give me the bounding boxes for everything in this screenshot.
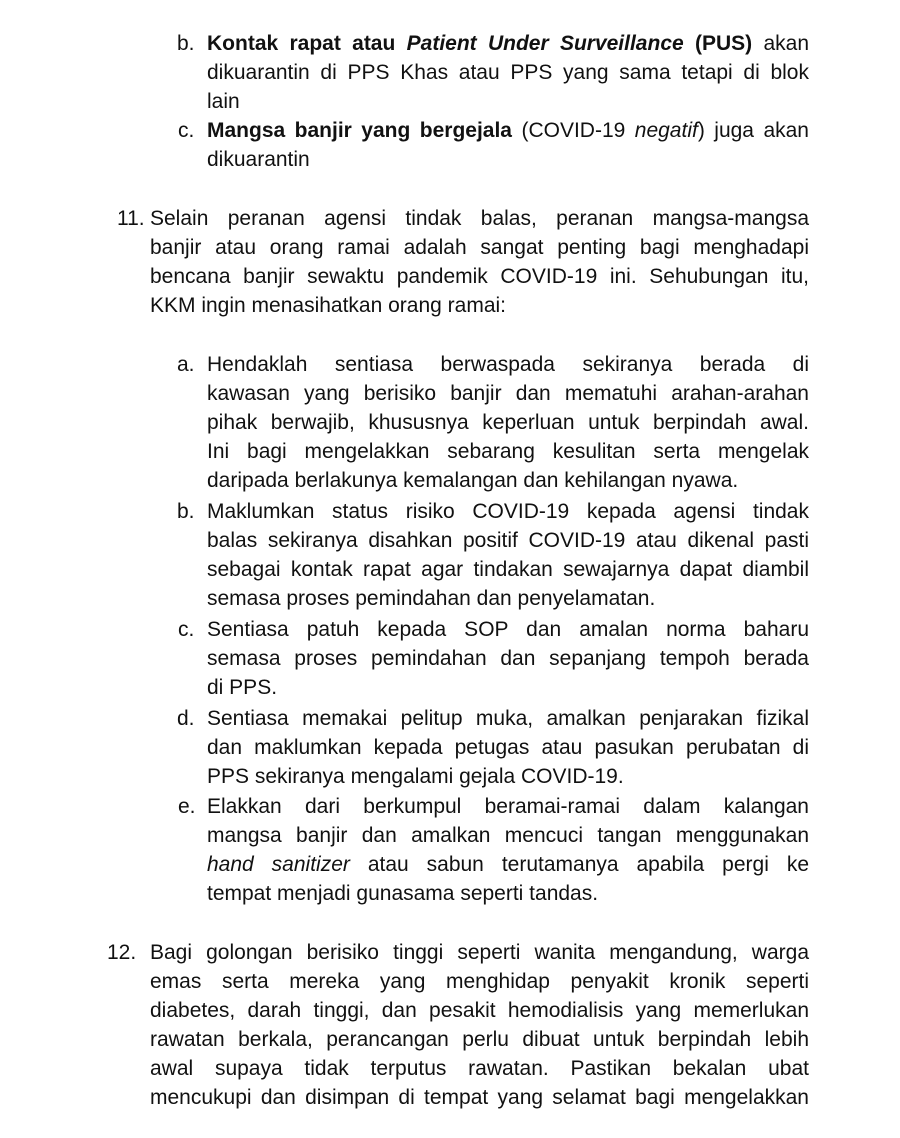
paragraph-line: Hendaklah sentiasa berwaspada sekiranya berada di: [207, 353, 809, 376]
paragraph-line: Elakkan dari berkumpul beramai-ramai dalam kalangan: [207, 795, 809, 818]
paragraph-line: sebagai kontak rapat agar tindakan sewajarnya dapat diambil: [207, 558, 809, 581]
list-marker: b.: [177, 32, 195, 55]
bold-text: (PUS): [683, 32, 753, 55]
list-marker: d.: [177, 707, 195, 730]
paragraph-line: kawasan yang berisiko banjir dan mematuhi arahan-arahan: [207, 382, 809, 405]
paragraph-line: [207, 116, 809, 145]
paragraph-line: [207, 850, 809, 879]
paragraph-line: daripada berlakunya kemalangan dan kehilangan nyawa.: [207, 469, 739, 492]
paragraph-line: Maklumkan status risiko COVID-19 kepada agensi tindak: [207, 500, 809, 523]
paragraph-line: mencukupi dan disimpan di tempat yang selamat bagi mengelakkan: [150, 1086, 809, 1109]
italic-text: hand sanitizer: [207, 853, 350, 876]
paragraph-line: Sentiasa patuh kepada SOP dan amalan norma baharu: [207, 618, 809, 641]
paragraph-line: dikuarantin di PPS Khas atau PPS yang sama tetapi di blok: [207, 61, 809, 84]
paragraph-line: KKM ingin menasihatkan orang ramai:: [150, 294, 507, 317]
paragraph-line: lain: [207, 90, 240, 113]
paragraph-line: banjir atau orang ramai adalah sangat penting bagi menghadapi: [150, 236, 809, 259]
italic-text: negatif: [634, 119, 698, 142]
paragraph-line: diabetes, darah tinggi, dan pesakit hemodialisis yang memerlukan: [150, 999, 809, 1022]
list-marker: b.: [177, 500, 195, 523]
paragraph-line: pihak berwajib, khususnya keperluan untuk berpindah awal.: [207, 411, 809, 434]
paragraph-line: tempat menjadi gunasama seperti tandas.: [207, 882, 599, 905]
paragraph-line: bencana banjir sewaktu pandemik COVID-19 ini. Sehubungan itu,: [150, 265, 809, 288]
paragraph-line: balas sekiranya disahkan positif COVID-19 atau dikenal pasti: [207, 529, 809, 552]
paragraph-line: [207, 29, 809, 58]
paragraph-line: rawatan berkala, perancangan perlu dibuat untuk berpindah lebih: [150, 1028, 809, 1051]
paragraph-line: Sentiasa memakai pelitup muka, amalkan penjarakan fizikal: [207, 707, 809, 730]
text-span: akan: [752, 32, 810, 55]
paragraph-line: mangsa banjir dan amalkan mencuci tangan menggunakan: [207, 824, 809, 847]
list-marker: c.: [178, 119, 195, 142]
bold-italic-text: Patient Under Surveillance: [406, 32, 684, 55]
paragraph-line: dikuarantin: [207, 148, 310, 171]
paragraph-line: semasa proses pemindahan dan penyelamatan.: [207, 587, 656, 610]
paragraph-line: di PPS.: [207, 676, 278, 699]
list-marker: a.: [177, 353, 195, 376]
list-marker: 11.: [117, 207, 145, 230]
paragraph-line: Bagi golongan berisiko tinggi seperti wanita mengandung, warga: [150, 941, 809, 964]
paragraph-line: Selain peranan agensi tindak balas, peranan mangsa-mangsa: [150, 207, 809, 230]
paragraph-line: emas serta mereka yang menghidap penyakit kronik seperti: [150, 970, 809, 993]
list-marker: c.: [178, 618, 195, 641]
paragraph-line: semasa proses pemindahan dan sepanjang tempoh berada: [207, 647, 809, 670]
list-marker: 12.: [107, 941, 137, 964]
paragraph-line: Ini bagi mengelakkan sebarang kesulitan serta mengelak: [207, 440, 809, 463]
text-span: (COVID-19: [511, 119, 635, 142]
paragraph-line: dan maklumkan kepada petugas atau pasukan perubatan di: [207, 736, 809, 759]
bold-text: Kontak rapat atau: [207, 32, 407, 55]
list-marker: e.: [178, 795, 196, 818]
text-span: ) juga akan: [697, 119, 809, 142]
paragraph-line: PPS sekiranya mengalami gejala COVID-19.: [207, 765, 624, 788]
text-span: atau sabun terutamanya apabila pergi ke: [349, 853, 810, 876]
paragraph-line: awal supaya tidak terputus rawatan. Pastikan bekalan ubat: [150, 1057, 809, 1080]
bold-text: Mangsa banjir yang bergejala: [207, 119, 512, 142]
